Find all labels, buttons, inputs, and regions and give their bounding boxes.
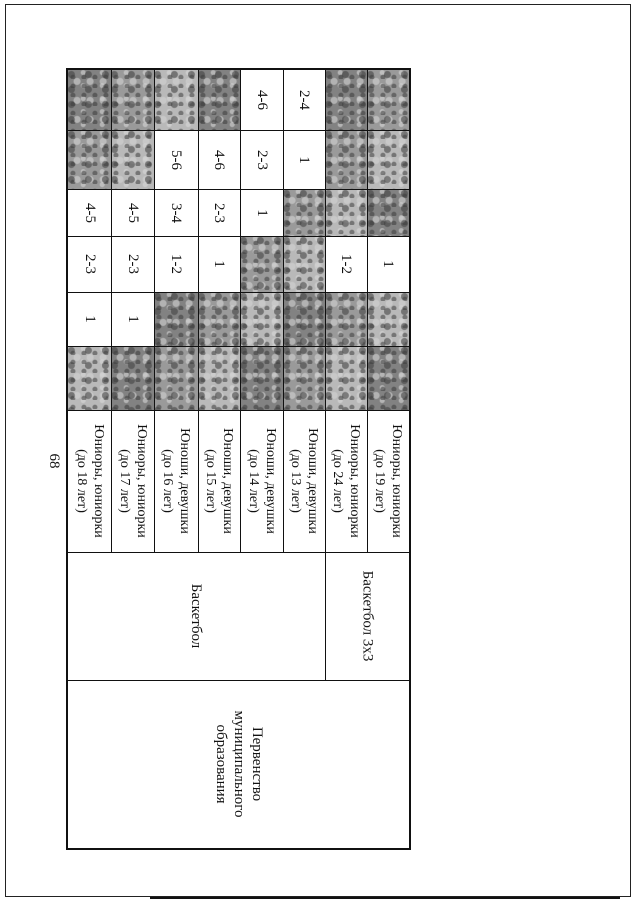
table-cell xyxy=(367,189,409,236)
category-age: (до 19 лет) xyxy=(372,449,387,513)
sport-group-cell xyxy=(68,552,325,680)
place-value: 3-4 xyxy=(168,202,184,223)
grid-line xyxy=(154,70,155,552)
sport-group-label: Баскетбол xyxy=(188,583,205,649)
table-cell xyxy=(367,292,409,346)
grid-line xyxy=(68,410,409,411)
age-category-cell xyxy=(68,410,111,552)
age-category-cell xyxy=(240,410,283,552)
table-cell xyxy=(198,130,240,189)
age-category-cell xyxy=(154,410,198,552)
table-cell xyxy=(325,236,367,292)
category-name: Юниоры, юниорки xyxy=(347,424,362,538)
age-category-label xyxy=(245,428,279,534)
table-cell xyxy=(240,70,283,130)
section-label-cell xyxy=(68,680,409,848)
grid-line xyxy=(198,70,199,552)
category-age: (до 24 лет) xyxy=(330,449,345,513)
results-table xyxy=(66,68,411,850)
age-category-label xyxy=(329,424,363,538)
place-value: 2-3 xyxy=(81,254,98,274)
place-value: 1-2 xyxy=(168,254,184,274)
category-age: (до 17 лет) xyxy=(116,449,132,513)
table-cell xyxy=(367,346,409,410)
age-category-cell xyxy=(111,410,154,552)
table-cell xyxy=(111,189,154,236)
table-cell xyxy=(198,189,240,236)
category-age: (до 16 лет) xyxy=(160,449,176,513)
grid-line xyxy=(68,346,409,347)
page-number: 68 xyxy=(46,453,62,469)
table-cell xyxy=(240,292,283,346)
category-age: (до 14 лет) xyxy=(245,449,261,513)
table-cell xyxy=(240,346,283,410)
age-category-cell xyxy=(367,410,409,552)
age-category-cell xyxy=(325,410,367,552)
table-cell xyxy=(154,236,198,292)
bottom-rule xyxy=(150,897,620,899)
age-category-label xyxy=(116,424,150,538)
table-cell xyxy=(68,346,111,410)
place-value: 1 xyxy=(211,260,227,268)
table-cell xyxy=(283,130,325,189)
place-value: 1 xyxy=(81,315,98,323)
table-cell xyxy=(154,292,198,346)
sport-group-cell xyxy=(325,552,409,680)
age-category-label xyxy=(371,424,405,538)
table-cell xyxy=(283,346,325,410)
table-cell xyxy=(325,292,367,346)
table-cell xyxy=(367,130,409,189)
grid-line xyxy=(111,70,112,552)
grid-line xyxy=(325,552,326,680)
table-cell xyxy=(68,130,111,189)
grid-line xyxy=(325,70,326,552)
age-category-label xyxy=(287,428,321,534)
grid-line xyxy=(68,130,409,131)
grid-line xyxy=(240,70,241,552)
table-cell xyxy=(325,130,367,189)
table-cell xyxy=(198,292,240,346)
table-cell xyxy=(111,292,154,346)
place-value: 2-3 xyxy=(211,202,227,223)
category-age: (до 15 лет) xyxy=(203,449,219,513)
table-cell xyxy=(68,292,111,346)
place-value: 1 xyxy=(380,260,396,268)
table-cell xyxy=(325,70,367,130)
category-age: (до 18 лет) xyxy=(73,449,89,513)
table-cell xyxy=(68,189,111,236)
table-cell xyxy=(111,70,154,130)
age-category-label xyxy=(202,428,236,534)
category-name: Юноши, девушки xyxy=(220,428,236,534)
grid-line xyxy=(283,70,284,552)
table-cell xyxy=(325,189,367,236)
table-cell xyxy=(240,130,283,189)
table-cell xyxy=(198,70,240,130)
place-value: 2-4 xyxy=(296,90,312,110)
age-category-label xyxy=(73,424,107,538)
grid-line xyxy=(68,680,409,681)
place-value: 5-6 xyxy=(168,149,184,170)
table-cell xyxy=(325,346,367,410)
grid-line xyxy=(68,552,409,553)
category-name: Юноши, девушки xyxy=(305,428,321,534)
category-name: Юниоры, юниорки xyxy=(133,424,149,538)
sport-group-label: Баскетбол 3х3 xyxy=(359,570,376,662)
table-cell xyxy=(111,236,154,292)
table-cell xyxy=(283,236,325,292)
place-value: 1-2 xyxy=(338,254,354,274)
table-cell xyxy=(283,70,325,130)
place-value: 4-6 xyxy=(211,149,227,170)
age-category-label xyxy=(159,428,193,534)
table-cell xyxy=(154,130,198,189)
place-value: 2-3 xyxy=(253,149,270,170)
category-name: Юноши, девушки xyxy=(262,428,278,534)
grid-line xyxy=(68,236,409,237)
table-cell xyxy=(198,236,240,292)
place-value: 2-3 xyxy=(124,254,141,274)
category-name: Юниоры, юниорки xyxy=(90,424,106,538)
place-value: 1 xyxy=(124,315,141,323)
table-cell xyxy=(367,236,409,292)
grid-line xyxy=(68,292,409,293)
table-cell xyxy=(198,346,240,410)
table-cell xyxy=(154,70,198,130)
grid-line xyxy=(68,189,409,190)
table-cell xyxy=(111,130,154,189)
table-cell xyxy=(283,189,325,236)
place-value: 4-5 xyxy=(124,202,141,223)
table-cell xyxy=(240,236,283,292)
category-name: Юниоры, юниорки xyxy=(389,424,404,538)
place-value: 1 xyxy=(253,208,270,217)
grid-line xyxy=(367,70,368,552)
place-value: 4-6 xyxy=(253,90,270,110)
table-cell xyxy=(367,70,409,130)
table-cell xyxy=(154,189,198,236)
age-category-cell xyxy=(283,410,325,552)
table-cell xyxy=(68,70,111,130)
place-value: 1 xyxy=(296,155,312,164)
table-cell xyxy=(283,292,325,346)
category-name: Юноши, девушки xyxy=(177,428,193,534)
category-age: (до 13 лет) xyxy=(288,449,304,513)
table-cell xyxy=(154,346,198,410)
table-cell xyxy=(111,346,154,410)
table-cell xyxy=(240,189,283,236)
place-value: 4-5 xyxy=(81,202,98,223)
section-label: Первенство муниципального образования xyxy=(212,710,265,818)
table-cell xyxy=(68,236,111,292)
age-category-cell xyxy=(198,410,240,552)
